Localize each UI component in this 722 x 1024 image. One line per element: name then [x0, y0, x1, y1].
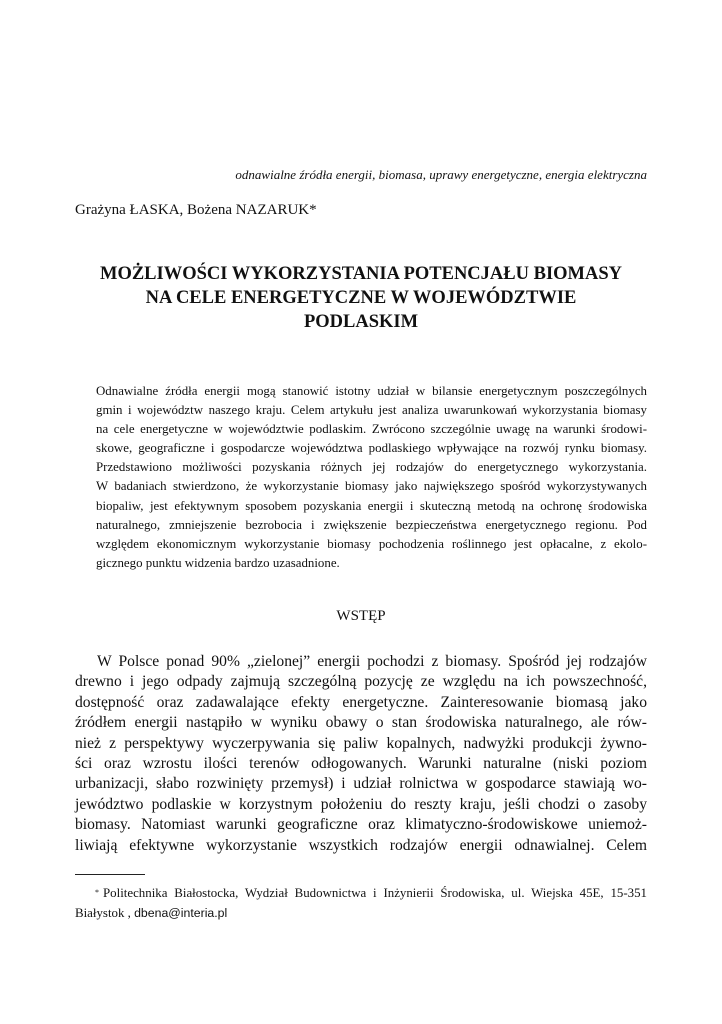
body-line: liwiają efektywne wykorzystanie wszystkich rodzajów energii odnawialnej. Celem — [75, 836, 647, 854]
body-line: nież z perspektywy wyczerpywania się paliw kopalnych, nadwyżki produkcji żywno- — [75, 734, 647, 752]
abstract-line: W badaniach stwierdzono, że wykorzystanie biomasy jako największego spośród wykorzystywanych — [96, 479, 647, 494]
abstract-line: Odnawialne źródła energii mogą stanowić istotny udział w bilansie energetycznym poszczególnych — [96, 384, 647, 398]
body-line: biomasy. Natomiast warunki geograficzne oraz klimatyczno-środowiskowe uniemoż- — [75, 816, 647, 834]
footnote-marker: * — [95, 888, 99, 897]
footnote-affiliation — [75, 884, 647, 904]
body-line: drewno i jego odpady zajmują szczególną pozycję ze względu na ich powszechność, — [75, 673, 647, 691]
body-text — [75, 652, 647, 856]
abstract-line: gicznego punktu widzenia bardzo uzasadnione. — [96, 555, 340, 570]
body-line: urbanizacji, słabo rozwinięty przemysł) i udział rolnictwa w gospodarce stawiają wo- — [75, 775, 647, 793]
abstract-line: biopaliw, jest efektywnym sposobem pozyskania energii i skuteczną metodą na ochronę środowiska — [96, 498, 647, 513]
author-email-link[interactable]: dbena@interia.pl — [134, 906, 228, 920]
body-line: źródłem energii nastąpiło w wyniku obawy o stan środowiska naturalnego, ale rów- — [75, 714, 647, 732]
abstract-line: na cele energetyczne w województwie podlaskim. Zwrócono szczególnie uwagę na warunki środowi- — [96, 422, 647, 437]
body-line: W Polsce ponad 90% „zielonej” energii pochodzi z biomasy. Spośród jej rodzajów — [97, 653, 647, 670]
title-line: MOŻLIWOŚCI WYKORZYSTANIA POTENCJAŁU BIOMASY — [99, 264, 623, 284]
abstract — [96, 382, 647, 573]
footnote-address — [75, 904, 647, 922]
title-line: NA CELE ENERGETYCZNE W WOJEWÓDZTWIE — [145, 288, 577, 308]
abstract-line: Przedstawiono możliwości pozyskania różnych jej rodzajów do energetycznego wykorzystania. — [96, 460, 647, 475]
body-line: jewództwo podlaskie w korzystnym położeniu do reszty kraju, jeśli chodzi o zasoby — [75, 795, 647, 813]
body-line: ści oraz wzrostu ilości terenów odłogowanych. Warunki naturalne (niski poziom — [75, 755, 647, 773]
authors: Grażyna ŁASKA, Bożena NAZARUK* — [75, 202, 317, 218]
body-line: dostępność oraz zadawalające efekty energetyczne. Zainteresowanie biomasą jako — [75, 693, 647, 711]
section-heading: WSTĘP — [336, 608, 386, 624]
abstract-line: względem ekonomicznym wykorzystanie biomasy pochodzenia roślinnego jest opłacalne, z ekolo- — [96, 536, 647, 551]
footnote-affiliation-text: Politechnika Białostocka, Wydział Budownictwa i Inżynierii Środowiska, ul. Wiejska 45E, 15-351 — [103, 886, 647, 900]
paper-title — [75, 262, 647, 334]
footnote — [75, 884, 647, 922]
keywords: odnawialne źródła energii, biomasa, uprawy energetyczne, energia elektryczna — [235, 167, 647, 182]
abstract-line: naturalnego, zmniejszenie bezrobocia i zwiększenie bezpieczeństwa energetycznego regionu. Pod — [96, 517, 647, 532]
abstract-line: skowe, geograficzne i gospodarcze województwa podlaskiego wpływające na rozwój rynku biomasy. — [96, 441, 647, 456]
title-line: PODLASKIM — [303, 312, 419, 332]
footnote-divider — [75, 874, 145, 875]
abstract-line: gmin i województw naszego kraju. Celem artykułu jest analiza uwarunkowań wykorzystania biomasy — [96, 403, 647, 418]
footnote-city: Białystok , — [75, 906, 135, 920]
